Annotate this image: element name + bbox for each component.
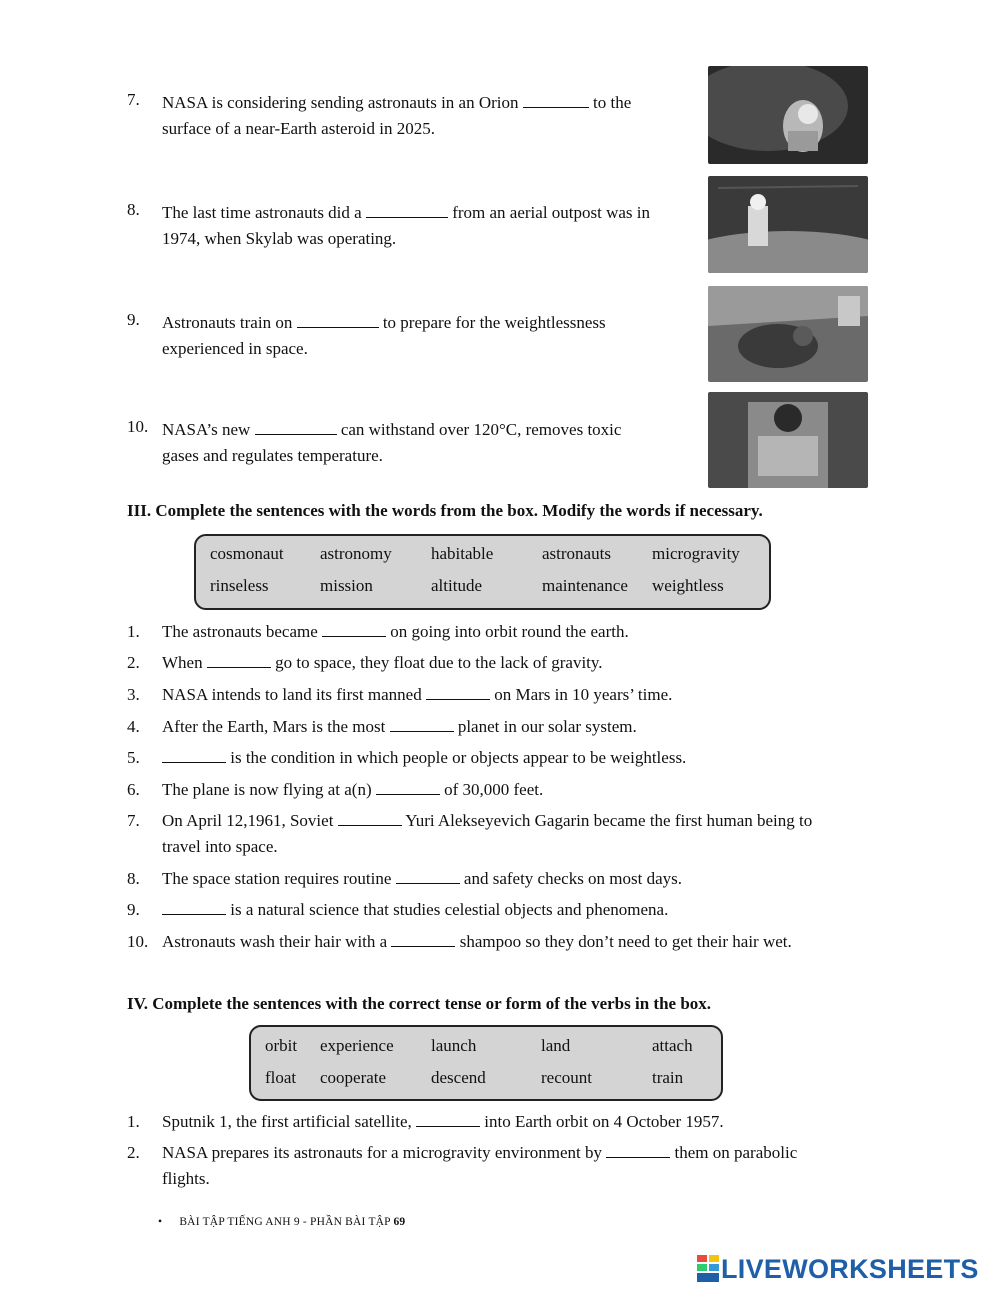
item-number: 5. xyxy=(127,748,140,767)
liveworksheets-logo[interactable] xyxy=(697,1254,979,1284)
item-text: After the Earth, Mars is the most planet in our solar system. xyxy=(162,717,637,736)
box-word: rinseless xyxy=(210,576,269,595)
exercise-item xyxy=(127,714,870,740)
answer-blank[interactable] xyxy=(523,93,589,108)
box-word: land xyxy=(541,1036,571,1055)
item-number: 3. xyxy=(127,685,140,704)
item-number: 7. xyxy=(127,811,140,830)
answer-blank[interactable] xyxy=(322,622,386,637)
item-number: 9. xyxy=(127,900,140,919)
box-word: cosmonaut xyxy=(210,544,284,563)
box-word: train xyxy=(652,1068,684,1087)
box-word: weightless xyxy=(652,576,724,595)
item-number: 8. xyxy=(127,869,140,888)
exercise-item xyxy=(127,777,870,803)
item-number: 4. xyxy=(127,717,140,736)
item-number: 6. xyxy=(127,780,140,799)
box-word: astronauts xyxy=(542,544,611,563)
box-word: habitable xyxy=(431,544,494,563)
item-text: The plane is now flying at a(n) of 30,000 feet. xyxy=(162,780,544,799)
item-text: On April 12,1961, Soviet Yuri Alekseyevich Gagarin became the first human being to travel into space. xyxy=(162,811,813,856)
item-number: 2. xyxy=(127,653,140,672)
item-number: 1. xyxy=(127,622,140,641)
exercise-item xyxy=(127,1140,870,1192)
exercise-item xyxy=(127,897,870,923)
item-text: NASA intends to land its first manned on Mars in 10 years’ time. xyxy=(162,685,673,704)
item-text: Astronauts wash their hair with a shampoo so they don’t need to get their hair wet. xyxy=(162,932,792,951)
answer-blank[interactable] xyxy=(416,1112,480,1127)
astronaut-photo xyxy=(708,66,868,164)
answer-blank[interactable] xyxy=(338,811,402,826)
spacewalk-photo xyxy=(708,176,868,273)
item-text: is the condition in which people or objects appear to be weightless. xyxy=(162,745,870,771)
item-text: is a natural science that studies celestial objects and phenomena. xyxy=(162,897,870,923)
item-text: NASA prepares its astronauts for a microgravity environment by them on parabolic flights. xyxy=(162,1143,798,1188)
exercise-item xyxy=(127,808,870,860)
item-text: The last time astronauts did a from an aerial outpost was in 1974, when Skylab was operating. xyxy=(162,203,651,248)
exercise-item xyxy=(127,745,870,771)
answer-blank[interactable] xyxy=(162,900,226,915)
box-word: recount xyxy=(541,1068,592,1087)
box-word: maintenance xyxy=(542,576,628,595)
page-footer: • BÀI TẬP TIẾNG ANH 9 - PHẦN BÀI TẬP 69 xyxy=(158,1216,406,1228)
item-text: The astronauts became on going into orbit round the earth. xyxy=(162,622,629,641)
item-number: 7. xyxy=(127,90,140,109)
box-word: astronomy xyxy=(320,544,392,563)
exercise-item xyxy=(127,682,870,708)
page-number: 69 xyxy=(393,1216,406,1228)
item-number: 2. xyxy=(127,1143,140,1162)
exercise-item xyxy=(127,1109,870,1135)
section-heading: IV. Complete the sentences with the correct tense or form of the verbs in the box. xyxy=(127,994,712,1013)
answer-blank[interactable] xyxy=(207,653,271,668)
item-text: NASA’s new can withstand over 120°C, removes toxic gases and regulates temperature. xyxy=(162,420,622,465)
item-text: When go to space, they float due to the lack of gravity. xyxy=(162,653,603,672)
section-heading: III. Complete the sentences with the words from the box. Modify the words if necessary. xyxy=(127,501,763,520)
box-word: cooperate xyxy=(320,1068,387,1087)
box-word: descend xyxy=(431,1068,486,1087)
bullet-icon: • xyxy=(158,1216,163,1228)
box-word: launch xyxy=(431,1036,477,1055)
exercise-item xyxy=(127,650,870,676)
box-word: attach xyxy=(652,1036,693,1055)
answer-blank[interactable] xyxy=(376,780,440,795)
answer-blank[interactable] xyxy=(255,420,337,435)
logo-text: LIVEWORKSHEETS xyxy=(721,1253,979,1284)
box-word: experience xyxy=(320,1036,394,1055)
word-box xyxy=(194,534,771,610)
answer-blank[interactable] xyxy=(366,203,448,218)
exercise-item xyxy=(127,929,870,955)
item-text: NASA is considering sending astronauts in an Orion to the surface of a near-Earth asteroid in 2025. xyxy=(162,93,632,138)
item-text: Sputnik 1, the first artificial satellite, into Earth orbit on 4 October 1957. xyxy=(162,1112,724,1131)
box-word: microgravity xyxy=(652,544,740,563)
item-number: 10. xyxy=(127,932,149,951)
answer-blank[interactable] xyxy=(396,869,460,884)
word-box xyxy=(249,1025,723,1101)
item-number: 9. xyxy=(127,310,140,329)
answer-blank[interactable] xyxy=(162,748,226,763)
answer-blank[interactable] xyxy=(390,717,454,732)
logo-icon xyxy=(697,1255,721,1283)
answer-blank[interactable] xyxy=(297,313,379,328)
answer-blank[interactable] xyxy=(606,1143,670,1158)
box-word: float xyxy=(265,1068,297,1087)
item-text: The space station requires routine and safety checks on most days. xyxy=(162,869,683,888)
exercise-item xyxy=(127,619,870,645)
item-number: 1. xyxy=(127,1112,140,1131)
item-number: 8. xyxy=(127,200,140,219)
box-word: altitude xyxy=(431,576,482,595)
spacesuit-photo xyxy=(708,392,868,488)
box-word: orbit xyxy=(265,1036,298,1055)
answer-blank[interactable] xyxy=(426,685,490,700)
item-text: Astronauts train on to prepare for the weightlessness experienced in space. xyxy=(162,313,606,358)
answer-blank[interactable] xyxy=(391,932,455,947)
zero-gravity-photo xyxy=(708,286,868,382)
exercise-item xyxy=(127,866,870,892)
box-word: mission xyxy=(320,576,373,595)
item-number: 10. xyxy=(127,417,149,436)
